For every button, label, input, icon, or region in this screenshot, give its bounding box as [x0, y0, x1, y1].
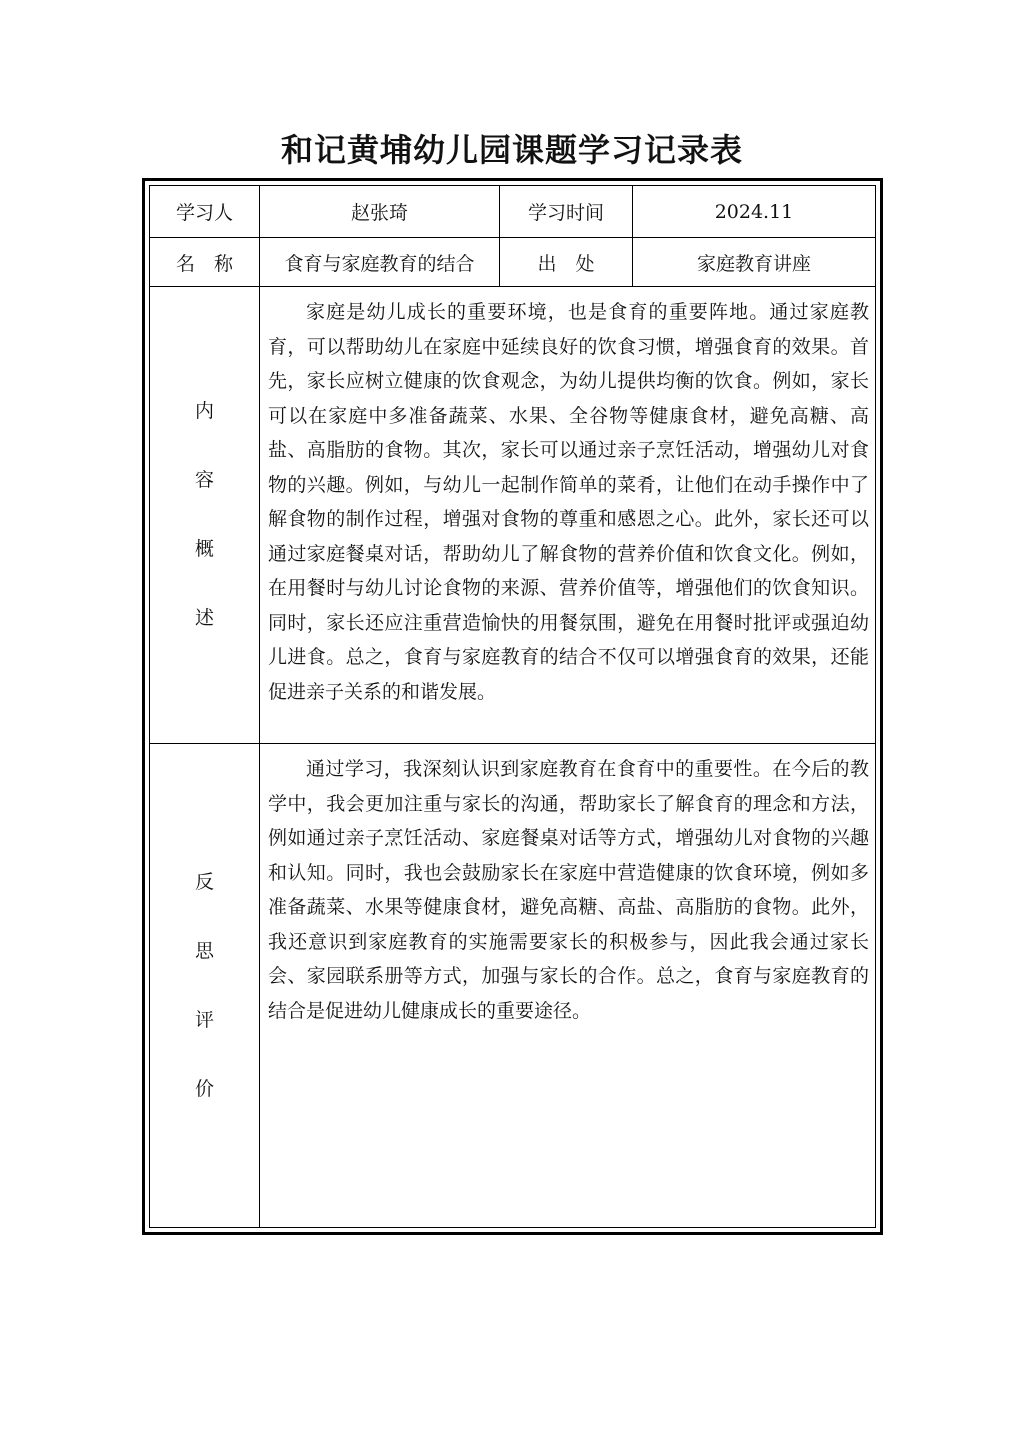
source-value: 家庭教育讲座	[633, 238, 876, 287]
summary-row	[150, 287, 876, 744]
record-form-frame	[142, 178, 883, 1235]
summary-label-char: 内	[194, 400, 214, 422]
reflection-label-char: 评	[194, 1008, 214, 1031]
reflection-row	[150, 744, 876, 1228]
reflection-text: 通过学习，我深刻认识到家庭教育在食育中的重要性。在今后的教学中，我会更加注重与家长的沟通，帮助家长了解食育的理念和方法，例如通过亲子烹饪活动、家庭餐桌对话等方式，增强幼儿对食物的兴趣和认知。同时，我也会鼓励家长在家庭中营造健康的饮食环境，例如多准备蔬菜、水果等健康食材，避免高糖、高盐、高脂肪的食物。此外，我还意识到家庭教育的实施需要家长的积极参与，因此我会通过家长会、家园联系册等方式，加强与家长的合作。总之，食育与家庭教育的结合是促进幼儿健康成长的重要途径。	[268, 758, 869, 1022]
topic-row	[150, 238, 876, 287]
study-time-value: 2024.11	[633, 186, 876, 238]
reflection-label	[150, 744, 260, 1228]
summary-label-char: 概	[194, 538, 214, 560]
learner-label: 学习人	[150, 186, 260, 238]
study-time-label: 学习时间	[500, 186, 633, 238]
reflection-label-char: 反	[194, 870, 214, 893]
page-title: 和记黄埔幼儿园课题学习记录表	[280, 131, 743, 169]
learner-value: 赵张琦	[260, 186, 500, 238]
name-value: 食育与家庭教育的结合	[260, 238, 500, 287]
reflection-label-char: 价	[194, 1077, 214, 1100]
reflection-content	[260, 744, 876, 1228]
summary-label-char: 容	[194, 469, 214, 491]
source-label: 出 处	[500, 238, 633, 287]
summary-label	[150, 287, 260, 744]
summary-text: 家庭是幼儿成长的重要环境，也是食育的重要阵地。通过家庭教育，可以帮助幼儿在家庭中延续良好的饮食习惯，增强食育的效果。首先，家长应树立健康的饮食观念，为幼儿提供均衡的饮食。例如，家长可以在家庭中多准备蔬菜、水果、全谷物等健康食材，避免高糖、高盐、高脂肪的食物。其次，家长可以通过亲子烹饪活动，增强幼儿对食物的兴趣。例如，与幼儿一起制作简单的菜肴，让他们在动手操作中了解食物的制作过程，增强对食物的尊重和感恩之心。此外，家长还可以通过家庭餐桌对话，帮助幼儿了解食物的营养价值和饮食文化。例如，在用餐时与幼儿讨论食物的来源、营养价值等，增强他们的饮食知识。同时，家长还应注重营造愉快的用餐氛围，避免在用餐时批评或强迫幼儿进食。总之，食育与家庭教育的结合不仅可以增强食育的效果，还能促进亲子关系的和谐发展。	[268, 301, 869, 703]
name-label: 名 称	[150, 238, 260, 287]
record-form-table	[149, 185, 876, 1228]
learner-row	[150, 186, 876, 238]
summary-label-char: 述	[194, 607, 214, 629]
reflection-label-char: 思	[194, 939, 214, 962]
summary-content	[260, 287, 876, 744]
